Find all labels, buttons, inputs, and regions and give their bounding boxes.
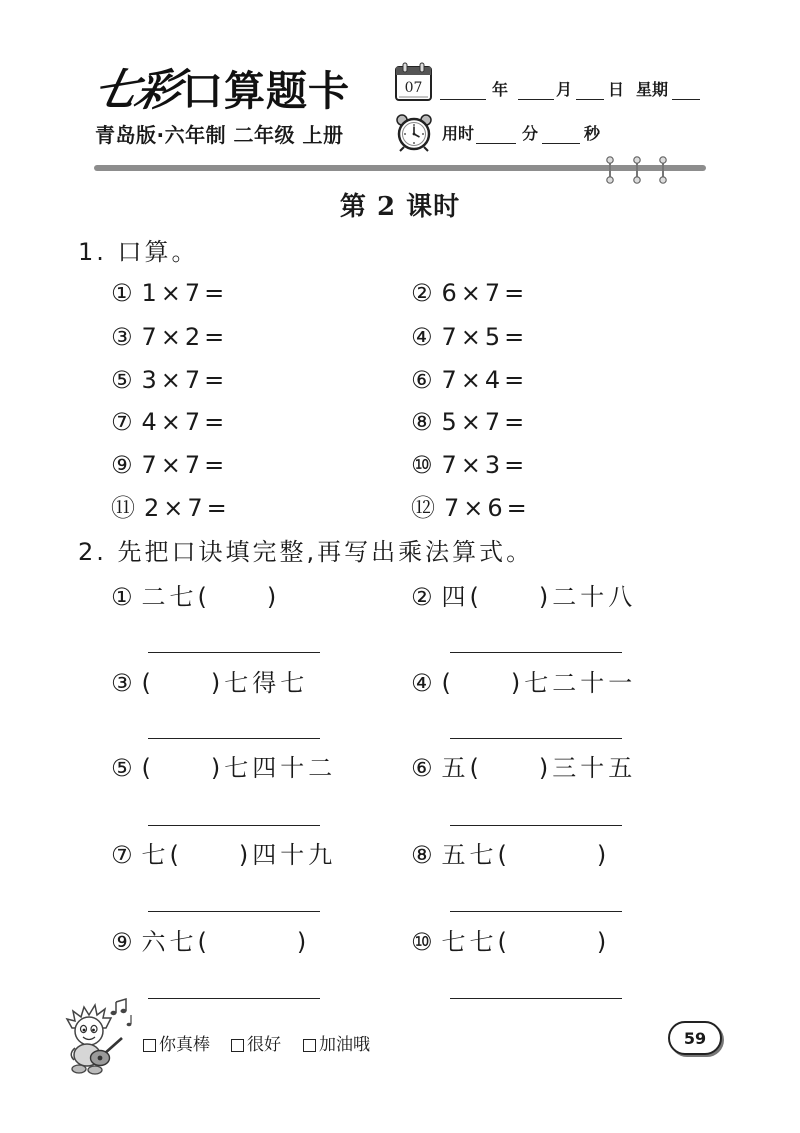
multiplication-expression: 6×7= xyxy=(441,279,529,307)
item-number: ② xyxy=(411,583,433,611)
multiplication-expression: 7×5= xyxy=(441,323,529,351)
rhyme-text-after: )七四十二 xyxy=(210,754,337,782)
month-blank[interactable] xyxy=(518,83,554,100)
rating-label: 加油哦 xyxy=(319,1035,370,1055)
rhyme-text-after: )四十九 xyxy=(238,841,337,869)
rhyme-text-after: )七二十一 xyxy=(510,669,637,697)
edition-label: 青岛版·六年制 二年级 上册 xyxy=(95,123,344,147)
rating-keep-trying[interactable] xyxy=(303,1035,370,1055)
alarm-clock-icon xyxy=(393,111,435,153)
time-used-line xyxy=(442,124,600,144)
rhyme-text-before: 七七( xyxy=(441,928,511,956)
rhyme-text-after: ) xyxy=(296,928,311,956)
answer-blank[interactable] xyxy=(155,756,211,780)
rating-good[interactable] xyxy=(231,1035,281,1055)
item-number: ① xyxy=(111,279,133,307)
checkbox-icon[interactable] xyxy=(303,1039,316,1052)
calc-item xyxy=(411,450,528,480)
rhyme-text-after: )三十五 xyxy=(538,754,637,782)
multiplication-expression: 2×7= xyxy=(144,494,231,522)
rhyme-text-after: )七得七 xyxy=(210,669,309,697)
fill-row xyxy=(0,668,800,698)
multiplication-expression: 7×7= xyxy=(141,451,229,479)
item-number: ⑧ xyxy=(411,408,433,436)
checkbox-icon[interactable] xyxy=(231,1039,244,1052)
fill-row xyxy=(0,927,800,957)
answer-blank[interactable] xyxy=(211,930,297,954)
rhyme-text-before: ( xyxy=(141,669,155,697)
fill-item xyxy=(111,582,280,612)
weekday-blank[interactable] xyxy=(672,83,700,100)
equation-answer-line[interactable] xyxy=(148,825,320,826)
fill-item xyxy=(411,668,636,698)
calc-row xyxy=(0,450,800,480)
item-number: ⑨ xyxy=(111,451,133,479)
calc-item xyxy=(411,278,528,308)
equation-answer-line[interactable] xyxy=(450,911,622,912)
calc-item xyxy=(411,407,528,437)
item-number: ⑩ xyxy=(411,451,433,479)
item-number: ⑦ xyxy=(111,841,133,869)
equation-answer-line[interactable] xyxy=(450,738,622,739)
equation-answer-line[interactable] xyxy=(148,911,320,912)
item-number: ⑫ xyxy=(411,494,435,522)
day-blank[interactable] xyxy=(576,83,604,100)
month-label: 月 xyxy=(556,80,573,99)
date-line xyxy=(440,80,700,100)
item-number: ⑤ xyxy=(111,754,133,782)
section-2-heading: 2. 先把口诀填完整,再写出乘法算式。 xyxy=(78,538,534,566)
calc-item xyxy=(111,278,228,308)
calc-row xyxy=(0,407,800,437)
multiplication-expression: 4×7= xyxy=(141,408,229,436)
rhyme-text-after: ) xyxy=(596,841,611,869)
multiplication-expression: 5×7= xyxy=(441,408,529,436)
fill-item xyxy=(111,753,336,783)
item-number: ⑥ xyxy=(411,754,433,782)
answer-blank[interactable] xyxy=(511,930,597,954)
rhyme-text-before: ( xyxy=(441,669,455,697)
rhyme-text-before: 六七( xyxy=(141,928,211,956)
binder-ring-icon xyxy=(658,156,668,184)
year-blank[interactable] xyxy=(440,83,486,100)
answer-blank[interactable] xyxy=(455,671,511,695)
fill-item xyxy=(111,668,308,698)
rating-label: 你真棒 xyxy=(159,1035,210,1055)
fill-item xyxy=(411,840,610,870)
multiplication-expression: 3×7= xyxy=(141,366,229,394)
multiplication-expression: 1×7= xyxy=(141,279,229,307)
rhyme-text-before: 五( xyxy=(441,754,483,782)
calc-item xyxy=(111,493,231,523)
logo-brush-text: 七彩 xyxy=(88,65,184,116)
rhyme-text-before: ( xyxy=(141,754,155,782)
equation-answer-line[interactable] xyxy=(148,652,320,653)
page-number xyxy=(668,1021,722,1055)
equation-answer-line[interactable] xyxy=(148,738,320,739)
equation-answer-line[interactable] xyxy=(450,652,622,653)
calc-item xyxy=(411,322,528,352)
year-label: 年 xyxy=(492,80,509,99)
rhyme-text-after: ) xyxy=(266,583,281,611)
binder-ring-icon xyxy=(605,156,615,184)
calc-row xyxy=(0,365,800,395)
rhyme-text-after: )二十八 xyxy=(538,583,637,611)
answer-blank[interactable] xyxy=(155,671,211,695)
seconds-label: 秒 xyxy=(584,124,601,143)
calc-row xyxy=(0,322,800,352)
page-number-text: 59 xyxy=(683,1028,707,1048)
calendar-day: 07 xyxy=(404,80,423,96)
item-number: ④ xyxy=(411,323,433,351)
rating-excellent[interactable] xyxy=(143,1035,210,1055)
multiplication-expression: 7×6= xyxy=(444,494,531,522)
rhyme-text-before: 五七( xyxy=(441,841,511,869)
fill-row xyxy=(0,753,800,783)
item-number: ⑩ xyxy=(411,928,433,956)
equation-answer-line[interactable] xyxy=(450,825,622,826)
answer-blank[interactable] xyxy=(183,843,239,867)
rhyme-text-before: 二七( xyxy=(141,583,211,611)
calendar-icon xyxy=(394,61,434,103)
equation-answer-line[interactable] xyxy=(148,998,320,999)
seconds-blank[interactable] xyxy=(542,127,580,144)
rhyme-text-before: 七( xyxy=(141,841,183,869)
calc-item xyxy=(411,493,531,523)
weekday-label: 星期 xyxy=(636,80,669,99)
app-logo xyxy=(88,64,350,116)
section-1-heading: 1. 口算。 xyxy=(78,238,199,266)
item-number: ③ xyxy=(111,669,133,697)
item-number: ② xyxy=(411,279,433,307)
lesson-title: 第 2 课时 xyxy=(339,192,461,222)
answer-blank[interactable] xyxy=(483,585,539,609)
calc-item xyxy=(111,365,228,395)
item-number: ⑦ xyxy=(111,408,133,436)
multiplication-expression: 7×4= xyxy=(441,366,529,394)
mascot-face xyxy=(75,1017,103,1045)
answer-blank[interactable] xyxy=(483,756,539,780)
checkbox-icon[interactable] xyxy=(143,1039,156,1052)
fill-item xyxy=(111,840,336,870)
item-number: ⑥ xyxy=(411,366,433,394)
fill-item xyxy=(411,753,636,783)
calc-row xyxy=(0,278,800,308)
item-number: ④ xyxy=(411,669,433,697)
calc-item xyxy=(111,322,228,352)
calc-item xyxy=(411,365,528,395)
item-number: ⑪ xyxy=(111,494,135,522)
time-used-label: 用时 xyxy=(442,124,475,143)
equation-answer-line[interactable] xyxy=(450,998,622,999)
logo-title-text: 口算题卡 xyxy=(182,67,350,115)
calc-item xyxy=(111,450,228,480)
item-number: ① xyxy=(111,583,133,611)
music-note-icon xyxy=(111,999,132,1026)
item-number: ⑧ xyxy=(411,841,433,869)
fill-item xyxy=(411,927,610,957)
fill-row xyxy=(0,840,800,870)
minutes-label: 分 xyxy=(522,124,539,143)
item-number: ③ xyxy=(111,323,133,351)
multiplication-expression: 7×3= xyxy=(441,451,529,479)
binder-ring-icon xyxy=(632,156,642,184)
fill-item xyxy=(411,582,636,612)
calc-item xyxy=(111,407,228,437)
rhyme-text-after: ) xyxy=(596,928,611,956)
fill-item xyxy=(111,927,310,957)
rhyme-text-before: 四( xyxy=(441,583,483,611)
answer-blank[interactable] xyxy=(211,585,267,609)
item-number: ⑨ xyxy=(111,928,133,956)
multiplication-expression: 7×2= xyxy=(141,323,229,351)
rating-label: 很好 xyxy=(247,1035,281,1055)
day-label: 日 xyxy=(608,80,625,99)
mascot-illustration xyxy=(62,996,136,1076)
item-number: ⑤ xyxy=(111,366,133,394)
calc-row xyxy=(0,493,800,523)
fill-row xyxy=(0,582,800,612)
minutes-blank[interactable] xyxy=(476,127,516,144)
answer-blank[interactable] xyxy=(511,843,597,867)
